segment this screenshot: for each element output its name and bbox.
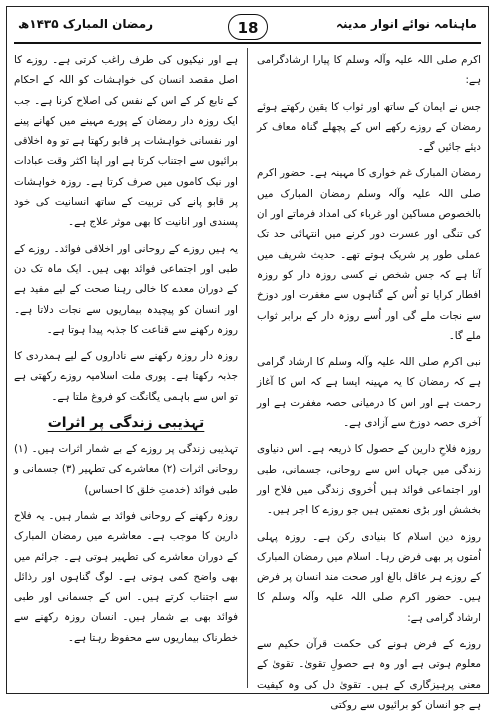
paragraph: روزہ فلاحِ دارین کے حصول کا ذریعہ ہے۔ اس دنیاوی زندگی میں جہاں اس سے روحانی، جسمانی، طبی اور اجتماعی فوائد ہیں اُخروی زندگی میں فلاح اور بخشش اور بڑی نعمتیں ہیں جو روزے کا اجر ہیں۔ (257, 443, 481, 517)
section-heading: تہذیبی زندگی پر اثرات (47, 415, 205, 432)
paragraph: تہذیبی زندگی پر روزے کے بے شمار اثرات ہیں۔ (۱) روحانی اثرات (۲) معاشرے کی تطہیر (۳) جسمانی و طبی فوائد (خدمتِ خلق کا احساس) (14, 443, 238, 496)
paragraph: رمضان المبارک غم خواری کا مہینہ ہے۔ حضور اکرم صلی اللہ علیہ وآلہ وسلم رمضان المبارک میں بالخصوص مساکین اور غرباء کی امداد فرماتے اور ان کی تنگی اور عسرت دور کرنے میں انتہائی حد تک عملی طور پر شریک ہوتے تھے۔ حدیث شریف میں آتا ہے کہ جس شخص نے کسی روزہ دار کو روزہ افطار کرایا تو اُس کے گناہوں سے مغفرت اور دوزخ سے نجات ملے گی اور اُسے روزہ دار کے برابر ثواب ملے گا۔ (257, 167, 481, 342)
page-header (14, 14, 481, 40)
paragraph: یہ ہیں روزے کے روحانی اور اخلاقی فوائد۔ روزے کے طبی اور اجتماعی فوائد بھی ہیں۔ ایک ماہ تک دن کے دوران معدے کا خالی رہنا صحت کے لیے مفید ہے اور انسان کو پیچیدہ بیماریوں سے نجات دلاتا ہے۔ روزہ رکھنے سے قناعت کا جذبہ پیدا ہوتا ہے۔ (14, 242, 238, 336)
header-rule (14, 42, 481, 44)
paragraph: روزہ دار روزہ رکھنے سے ناداروں کے لیے ہمدردی کا جذبہ رکھتا ہے۔ پوری ملت اسلامیہ روزے رکھتی ہے تو اس سے باہمی یگانگت کو فروغ ملتا ہے۔ (14, 350, 238, 403)
paragraph: روزہ رکھنے کے روحانی فوائد بے شمار ہیں۔ یہ فلاح دارین کا موجب ہے۔ معاشرے میں رمضان المبارک کے دوران معاشرے کی تطہیر ہوتی ہے۔ جرائم میں بھی واضح کمی ہوتی ہے۔ لوگ گناہوں اور رذائل سے اجتناب کرتے ہیں۔ اس کے جسمانی اور طبی فوائد بھی بے شمار ہیں۔ انسان روزہ رکھنے سے خطرناک بیماریوں سے محفوظ رہتا ہے۔ (14, 509, 238, 644)
paragraph: نبی اکرم صلی اللہ علیہ وآلہ وسلم کا ارشاد گرامی ہے کہ رمضان کا یہ مہینہ ایسا ہے کہ اس کا آغاز رحمت ہے اور اس کا درمیانی حصہ مغفرت ہے اور آخری حصہ دوزخ سے آزادی ہے۔ (257, 356, 481, 430)
column-divider (247, 48, 248, 688)
paragraph: ہے اور نیکیوں کی طرف راغب کرتی ہے۔ روزے کا اصل مقصد انسان کی خواہشات کو اللہ کے احکام کے تابع کر کے اس کے نفس کی اصلاح کرنا ہے۔ جب ایک روزہ دار رمضان کے پورے مہینے میں کھانے پینے اور نفسانی خواہشات پر قابو رکھتا ہے تو وہ اخلاقی برائیوں سے اجتناب کرتا ہے اور اپنا اکثر وقت عبادات اور نیک کاموں میں صرف کرتا ہے۔ روزہ خواہشات پر قابو پانے کی تربیت کے ساتھ انسانیت کی خود پسندی اور انانیت کا بھی موثر علاج ہے۔ (14, 54, 238, 229)
magazine-title: ماہنامہ نوائے انوار مدینہ (335, 17, 477, 31)
paragraph: اکرم صلی اللہ علیہ وآلہ وسلم کا پیارا ارشادگرامی ہے: (257, 54, 481, 87)
paragraph: روزہ دین اسلام کا بنیادی رکن ہے۔ روزہ پہلی اُمتوں پر بھی فرض رہا۔ اسلام میں رمضان المبارک کے روزے ہر عاقل بالغ اور صحت مند انسان پر فرض ہیں۔ حضور اکرم صلی اللہ علیہ وآلہ وسلم کا ارشاد گرامی ہے: (257, 530, 481, 624)
left-column (14, 50, 238, 688)
paragraph: روزے کے فرض ہونے کی حکمت قرآن حکیم سے معلوم ہوتی ہے اور وہ ہے حصولِ تقویٰ۔ تقویٰ کے معنی پرہیزگاری کے ہیں۔ تقویٰ دل کی وہ کیفیت ہے جو انسان کو برائیوں سے روکتی (257, 638, 481, 711)
paragraph: جس نے ایمان کے ساتھ اور ثواب کا یقین رکھتے ہوئے رمضان کے روزے رکھے اس کے پچھلے گناہ معاف کر دیئے جائیں گے۔ (257, 100, 481, 154)
right-column (257, 50, 481, 711)
issue-date: رمضان المبارک ۱۴۳۵ھ (18, 17, 154, 31)
page-number: 18 (228, 14, 268, 40)
